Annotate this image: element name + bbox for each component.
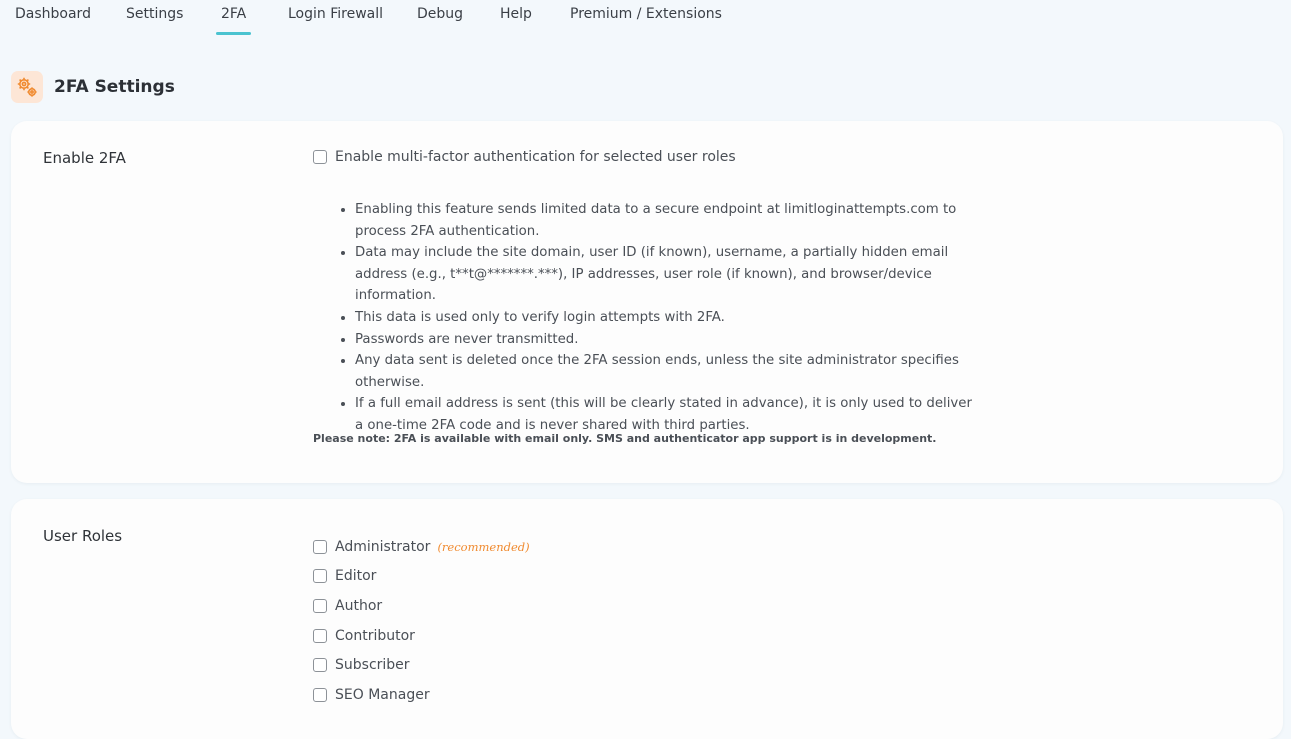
role-checkbox-seo-manager[interactable] <box>313 688 327 702</box>
role-label: Editor <box>335 568 377 584</box>
tab-debug[interactable]: Debug <box>417 6 464 22</box>
page-title: 2FA Settings <box>54 76 175 97</box>
role-option-author[interactable] <box>313 598 382 614</box>
list-item: • Enabling this feature sends limited data to a secure endpoint at limitloginattempts.com to process 2FA authentication. <box>355 199 973 242</box>
tab-dashboard[interactable]: Dashboard <box>15 6 91 22</box>
tab-help[interactable]: Help <box>500 6 532 22</box>
role-option-editor[interactable] <box>313 568 376 584</box>
role-option-seo-manager[interactable] <box>313 687 430 703</box>
list-item: • This data is used only to verify login attempts with 2FA. <box>355 307 973 329</box>
list-item: • Any data sent is deleted once the 2FA session ends, unless the site administrator specifies otherwise. <box>355 350 973 393</box>
data-disclosure-list <box>313 199 973 437</box>
role-label: SEO Manager <box>335 687 430 703</box>
role-checkbox-contributor[interactable] <box>313 629 327 643</box>
gears-icon <box>11 71 43 103</box>
role-label: Administrator <box>335 539 431 555</box>
role-checkbox-author[interactable] <box>313 599 327 613</box>
tab-premium-extensions[interactable]: Premium / Extensions <box>570 6 722 22</box>
tab-login-firewall[interactable]: Login Firewall <box>288 6 384 22</box>
user-roles-card <box>11 499 1283 739</box>
recommended-tag: (recommended) <box>437 540 530 554</box>
list-item: • If a full email address is sent (this will be clearly stated in advance), it is only used to deliver a one-time 2FA code and is never shared with third parties. <box>355 393 973 436</box>
user-roles-label: User Roles <box>43 527 123 545</box>
role-label: Contributor <box>335 628 415 644</box>
enable-2fa-card <box>11 121 1283 483</box>
role-checkbox-subscriber[interactable] <box>313 658 327 672</box>
tab-2fa[interactable]: 2FA <box>221 6 247 22</box>
list-item: • Passwords are never transmitted. <box>355 329 973 351</box>
enable-2fa-checkbox-label: Enable multi-factor authentication for selected user roles <box>335 149 736 165</box>
enable-2fa-option[interactable] <box>313 149 736 165</box>
role-checkbox-administrator[interactable] <box>313 540 327 554</box>
role-label: Author <box>335 598 383 614</box>
role-option-subscriber[interactable] <box>313 657 410 673</box>
tab-settings[interactable]: Settings <box>126 6 184 22</box>
email-only-note: Please note: 2FA is available with email only. SMS and authenticator app support is in development. <box>313 432 937 445</box>
role-option-contributor[interactable] <box>313 628 415 644</box>
enable-2fa-label: Enable 2FA <box>43 149 126 167</box>
role-option-administrator[interactable] <box>313 539 530 555</box>
enable-2fa-checkbox[interactable] <box>313 150 327 164</box>
page-header <box>11 70 175 103</box>
top-nav <box>0 0 1291 36</box>
role-label: Subscriber <box>335 657 410 673</box>
role-checkbox-editor[interactable] <box>313 569 327 583</box>
list-item: • Data may include the site domain, user ID (if known), username, a partially hidden email address (e.g., t**t@*******.***), IP addresses, user role (if known), and browser/device information. <box>355 242 973 307</box>
